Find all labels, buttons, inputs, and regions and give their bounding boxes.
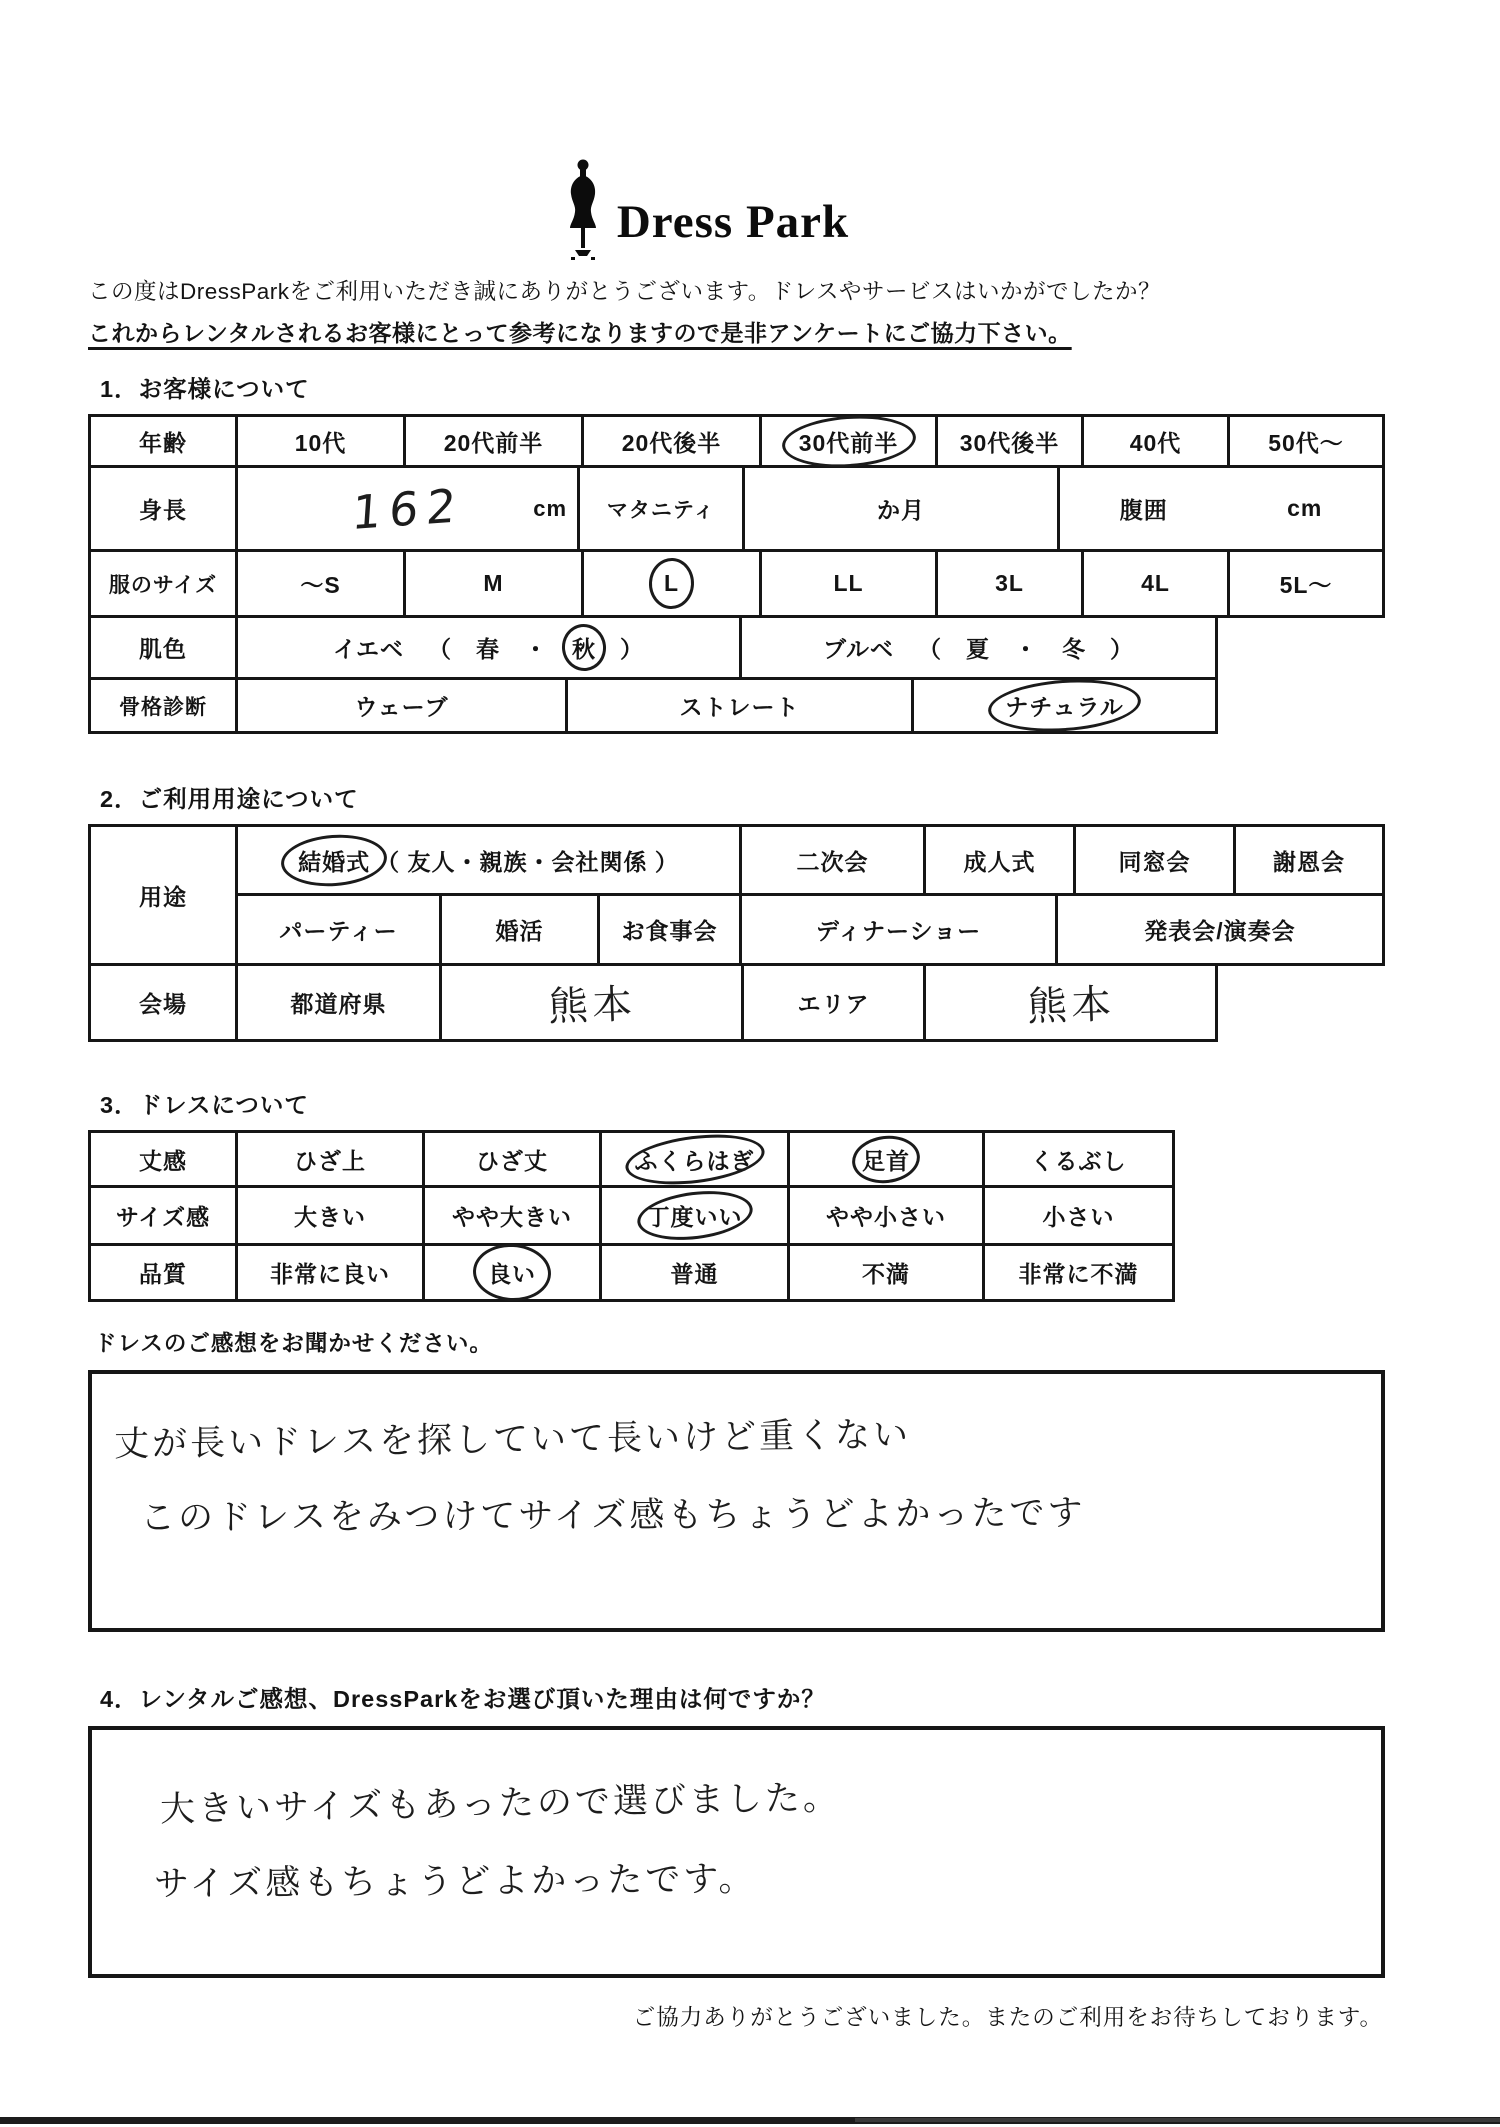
prefecture-value-cell: [442, 966, 744, 1042]
rental-reason-box: [88, 1726, 1385, 1978]
purpose-option-cell: 婚活: [442, 896, 600, 966]
handwritten-comment-line: このドレスをみつけてサイズ感もちょうどよかったです: [139, 1493, 1086, 1539]
dress-feedback-prompt: ドレスのご感想をお聞かせください。: [94, 1331, 493, 1356]
quality-option-cell: 不満: [790, 1246, 985, 1302]
prefecture-label-cell: 都道府県: [238, 966, 442, 1042]
frame-option-cell: ウェーブ: [238, 680, 568, 734]
frame-diagnosis-row: [88, 680, 1385, 734]
age-option-cell: 30代後半: [938, 414, 1084, 468]
venue-label-cell: 会場: [88, 966, 238, 1042]
age-option-cell: 10代: [238, 414, 406, 468]
purpose-rows: [88, 824, 1385, 966]
length-option-cell-selected: [790, 1130, 985, 1188]
purpose-row-2: [238, 896, 1385, 966]
pen-circle-mark: ふくらはぎ: [635, 1143, 755, 1176]
intro-thanks-text: この度はDressParkをご利用いただき誠にありがとうございます。ドレスやサービスはいかがでしたか？: [88, 279, 1162, 304]
section-2-heading: 2．ご利用用途について: [100, 786, 359, 812]
pen-circle-mark: 秋: [572, 631, 596, 664]
frame-option-cell-selected: [914, 680, 1218, 734]
height-unit: cm: [533, 495, 567, 521]
purpose-option-cell: 謝恩会: [1236, 824, 1385, 896]
height-value-cell: [238, 468, 580, 552]
maternity-label-cell: マタニティ: [580, 468, 745, 552]
age-option-cell: 50代～: [1230, 414, 1385, 468]
size-option-cell: LL: [762, 552, 938, 618]
handwritten-comment-line: 大きいサイズもあったので選びました。: [159, 1778, 842, 1830]
maternity-months-cell: か月: [745, 468, 1060, 552]
skin-warm-cell: イエベ （ 春 ・ 秋 ）: [238, 618, 742, 680]
length-option-cell-selected: [602, 1130, 790, 1188]
age-label-cell: 年齢: [88, 414, 238, 468]
venue-row: [88, 966, 1385, 1042]
purpose-option-cell: 二次会: [742, 824, 926, 896]
waist-cell: 腹囲 cm: [1060, 468, 1385, 552]
section-3-heading: 3．ドレスについて: [100, 1092, 309, 1118]
intro-request-text: これからレンタルされるお客様にとって参考になりますので是非アンケートにご協力下さい。: [88, 320, 1072, 346]
pen-circle-mark: 足首: [862, 1143, 910, 1176]
size-option-cell: 5L～: [1230, 552, 1385, 618]
section-4-heading: 4．レンタルご感想、DressParkをお選び頂いた理由は何ですか？: [100, 1686, 826, 1712]
age-option-cell-selected: [762, 414, 938, 468]
size-option-cell: 4L: [1084, 552, 1230, 618]
frame-label-cell: 骨格診断: [88, 680, 238, 734]
pen-circle-mark: 結婚式: [298, 844, 370, 877]
height-label-cell: 身長: [88, 468, 238, 552]
purpose-option-cell: 同窓会: [1076, 824, 1236, 896]
skin-cool-cell: ブルベ （ 夏 ・ 冬 ）: [742, 618, 1218, 680]
pen-circle-mark: 良い: [488, 1256, 536, 1289]
age-option-cell: 20代後半: [584, 414, 762, 468]
handwritten-height-value: 162: [349, 477, 466, 540]
handwritten-comment-line: 丈が長いドレスを探していて長いけど重くない: [113, 1415, 912, 1465]
length-option-cell: くるぶし: [985, 1130, 1175, 1188]
purpose-row-1: [238, 824, 1385, 896]
dress-feedback-box: [88, 1370, 1385, 1632]
clothing-size-row: [88, 552, 1385, 618]
purpose-label-cell: 用途: [88, 824, 238, 966]
quality-option-cell: 非常に良い: [238, 1246, 425, 1302]
fit-label-cell: サイズ感: [88, 1188, 238, 1246]
age-row: [88, 414, 1385, 468]
fit-option-cell: 小さい: [985, 1188, 1175, 1246]
skin-tone-row: [88, 618, 1385, 680]
length-option-cell: ひざ丈: [425, 1130, 602, 1188]
fit-option-cell-selected: [602, 1188, 790, 1246]
purpose-wedding-cell: 結婚式 （ 友人・親族・会社関係 ）: [238, 824, 742, 896]
size-option-cell: M: [406, 552, 584, 618]
age-option-cell: 20代前半: [406, 414, 584, 468]
purpose-option-cell: パーティー: [238, 896, 442, 966]
purpose-option-cell: 成人式: [926, 824, 1076, 896]
skin-label-cell: 肌色: [88, 618, 238, 680]
purpose-option-cell: 発表会/演奏会: [1058, 896, 1385, 966]
pen-circle-mark: 丁度いい: [647, 1199, 743, 1232]
dress-rating-table: [88, 1130, 1385, 1302]
brand-name: Dress Park: [616, 196, 850, 248]
size-label-cell: 服のサイズ: [88, 552, 238, 618]
fit-option-cell: 大きい: [238, 1188, 425, 1246]
height-row: [88, 468, 1385, 552]
frame-option-cell: ストレート: [568, 680, 914, 734]
quality-option-cell-selected: [425, 1246, 602, 1302]
dress-form-icon: [561, 158, 605, 260]
handwritten-prefecture: 熊本: [546, 981, 637, 1031]
length-label-cell: 丈感: [88, 1130, 238, 1188]
pen-circle-mark: L: [663, 570, 680, 596]
fit-option-cell: やや大きい: [425, 1188, 602, 1246]
brand-logo: [0, 0, 1500, 260]
age-option-cell: 40代: [1084, 414, 1230, 468]
size-option-cell-selected: [584, 552, 762, 618]
length-option-cell: ひざ上: [238, 1130, 425, 1188]
pen-circle-mark: ナチュラル: [1005, 689, 1124, 722]
scan-edge-artifact: [855, 2118, 1500, 2122]
size-option-cell: 3L: [938, 552, 1084, 618]
area-label-cell: エリア: [744, 966, 926, 1042]
fit-row: [88, 1188, 1385, 1246]
length-row: [88, 1130, 1385, 1188]
quality-option-cell: 非常に不満: [985, 1246, 1175, 1302]
quality-label-cell: 品質: [88, 1246, 238, 1302]
section-1-heading: 1．お客様について: [100, 376, 310, 402]
pen-circle-mark: 30代前半: [799, 425, 899, 458]
purpose-option-cell: ディナーショー: [742, 896, 1058, 966]
quality-option-cell: 普通: [602, 1246, 790, 1302]
closing-thanks-text: ご協力ありがとうございました。またのご利用をお待ちしております。: [632, 2005, 1383, 2030]
handwritten-area: 熊本: [1025, 981, 1116, 1031]
quality-row: [88, 1246, 1385, 1302]
size-option-cell: ～S: [238, 552, 406, 618]
fit-option-cell: やや小さい: [790, 1188, 985, 1246]
customer-info-table: [88, 414, 1385, 734]
handwritten-comment-line: サイズ感もちょうどよかったです。: [153, 1859, 757, 1905]
area-value-cell: [926, 966, 1218, 1042]
purpose-option-cell: お食事会: [600, 896, 742, 966]
usage-table: [88, 824, 1385, 1042]
